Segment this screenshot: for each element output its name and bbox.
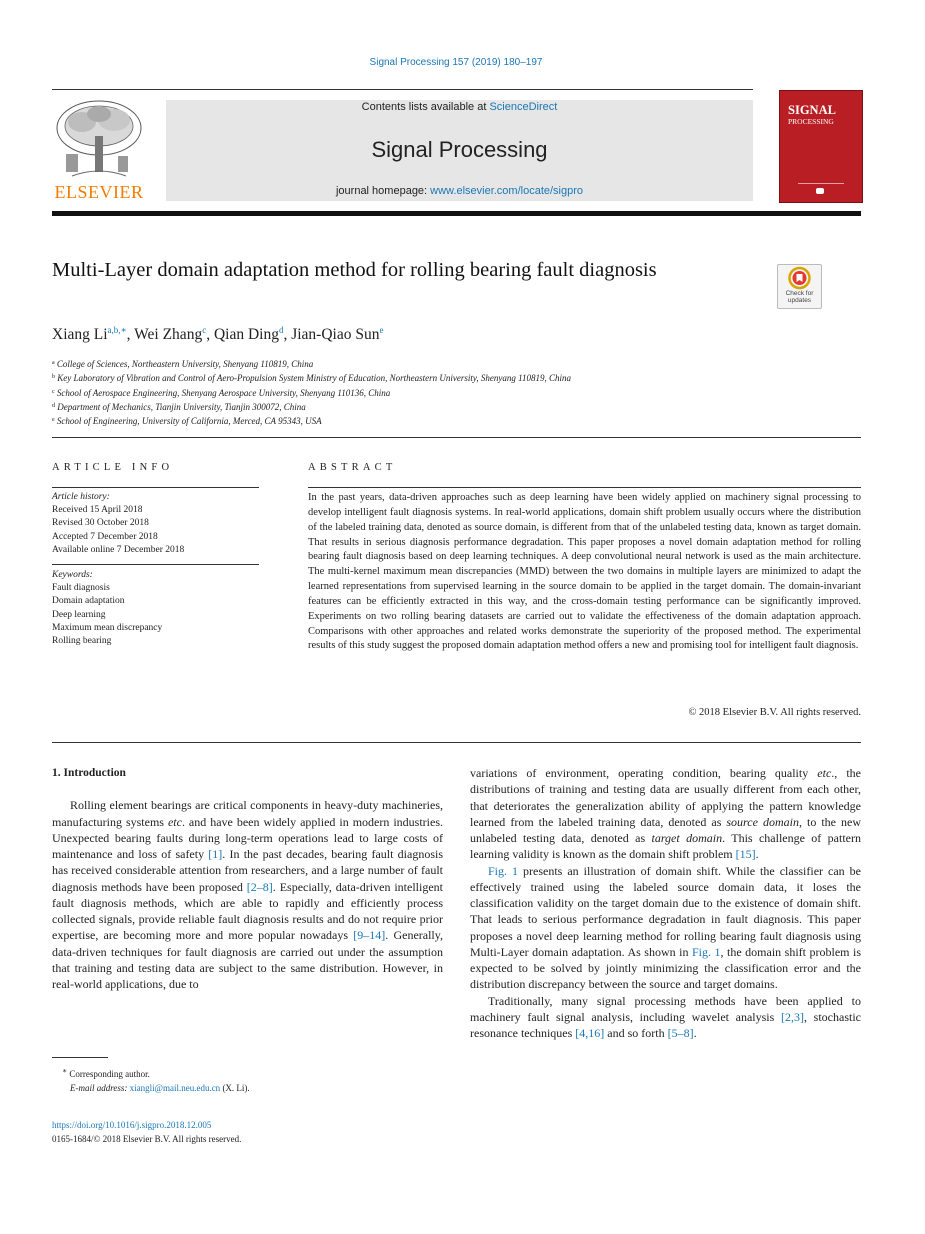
contents-line bbox=[166, 101, 753, 113]
cover-logo-icon bbox=[816, 188, 824, 194]
affiliation-text: Department of Mechanics, Tianjin University, Tianjin 300072, China bbox=[57, 401, 306, 412]
keywords-label: Keywords: bbox=[52, 570, 93, 580]
body-column-left bbox=[52, 765, 443, 992]
affiliation-text: Key Laboratory of Vibration and Control of Aero-Propulsion System Ministry of Education, Northeastern University, Shenyang 110819, China bbox=[57, 373, 571, 384]
corresponding-text: Corresponding author. bbox=[69, 1069, 150, 1079]
text-run: , the domain shift problem is expected to be solved by jointly minimizing the classification error and the distribution discrepancy between the source and target domains. bbox=[470, 944, 861, 992]
abstract-text: In the past years, data-driven approaches such as deep learning have been widely applied on machinery signal processing to develop intelligent fault diagnosis systems. In real-world applications, domain shift problem usually occurs where the distribution of the labeled training data, denoted as source domain, is different from that of the unlabeled testing data, known as target domain. That results in serious diagnosis performance degradation. This paper proposes a novel domain adaptation method for rolling bearing fault diagnosis based on deep learning techniques. A deep convolutional neural network is used as the main architecture. The multi-kernel maximum mean discrepancies (MMD) between the two domains in multiple layers are minimized to adapt the learned representations from supervised learning in the source domain to be applied in the target domain. The domain-invariant features can be efficiently extracted in this way, and the cross-domain testing performance can be significantly improved. Experiments on two rolling bearing datasets are carried out to validate the effectiveness of the domain adaptation approach. Comparisons with other approaches and related works demonstrate the superiority of the proposed method. The experimental results of this study suggest the proposed domain adaptation method offers a new and promising tool for intelligent fault diagnosis. bbox=[308, 492, 861, 652]
homepage-link[interactable]: www.elsevier.com/locate/sigpro bbox=[430, 185, 584, 197]
article-info-heading: ARTICLE INFO bbox=[52, 462, 174, 473]
text-run: ., the distributions of training and testing data are usually different from each other, that deteriorates the generalization ability of applying the pattern knowledge learned from the labeled training data, denoted as bbox=[470, 766, 861, 829]
affiliation-item bbox=[52, 371, 571, 385]
keyword-item: Maximum mean discrepancy bbox=[52, 622, 163, 633]
footnote bbox=[52, 1064, 443, 1095]
affiliation-item bbox=[52, 386, 571, 400]
cover-title-line1: SIGNAL bbox=[788, 103, 836, 117]
check-updates-icon bbox=[778, 265, 821, 293]
affiliation-text: School of Aerospace Engineering, Shenyang Aerospace University, Shenyang 110136, China bbox=[56, 387, 391, 398]
article-info-rule bbox=[52, 487, 259, 488]
article-title: Multi-Layer domain adaptation method for rolling bearing fault diagnosis bbox=[52, 259, 657, 281]
affiliation-mark: e bbox=[52, 417, 55, 424]
reference-link[interactable]: [4,16] bbox=[575, 1026, 605, 1040]
journal-name[interactable]: Signal Processing bbox=[371, 137, 548, 162]
text-run-italic: source domain bbox=[726, 814, 799, 829]
section-heading: 1. Introduction bbox=[52, 767, 126, 779]
reference-link[interactable]: [2,3] bbox=[781, 1009, 804, 1024]
text-run: . bbox=[755, 847, 759, 862]
affiliation-mark: c bbox=[52, 388, 55, 395]
author-name[interactable]: Jian-Qiao Sun bbox=[291, 326, 380, 343]
contents-prefix: Contents lists available at bbox=[361, 101, 490, 113]
email-suffix: (X. Li). bbox=[220, 1083, 250, 1093]
history-item: Revised 30 October 2018 bbox=[52, 518, 149, 529]
author-separator: , bbox=[283, 326, 292, 343]
affiliation-mark: d bbox=[52, 402, 55, 409]
affiliation-mark: b bbox=[52, 374, 55, 381]
keywords-block bbox=[52, 569, 259, 648]
sciencedirect-link[interactable]: ScienceDirect bbox=[489, 101, 558, 113]
text-run: . Especially, data-driven intelligent fault diagnosis methods, which are able to rapidly and efficiently process collected signals, provide reliable fault diagnosis results and do not require prior expertise, are becoming more and more popular nowadays bbox=[52, 879, 443, 943]
cover-title-line2: PROCESSING bbox=[788, 117, 834, 126]
keyword-item: Rolling bearing bbox=[52, 636, 112, 647]
reference-link[interactable]: [9–14] bbox=[353, 928, 386, 943]
author-name[interactable]: Qian Ding bbox=[213, 326, 279, 343]
text-run: . Generally, data-driven techniques for fault diagnosis are carried out under the assumption that training and testing data are subject to the same distribution. However, in real-world applications, due to bbox=[52, 928, 443, 991]
journal-banner bbox=[166, 100, 753, 201]
text-run: presents an illustration of domain shift. While the classifier can be effectively trained using the labeled source domain data, it loses the classification validity on the target domain due to the existence of domain shift. That leads to serious performance degradation in fault diagnosis. This paper proposes a novel deep learning method for rolling bearing fault diagnosis using Multi-Layer domain adaptation. As shown in bbox=[470, 863, 861, 959]
reference-link[interactable]: [5–8] bbox=[667, 1026, 694, 1040]
affiliation-mark: a bbox=[52, 360, 55, 366]
body-column-right bbox=[470, 765, 861, 1041]
issn-line: 0165-1684/© 2018 Elsevier B.V. All rights reserved. bbox=[52, 1133, 242, 1144]
journal-citation[interactable] bbox=[0, 57, 912, 68]
history-label: Article history: bbox=[52, 492, 110, 502]
affiliation-list bbox=[52, 357, 571, 428]
doi-link[interactable]: https://doi.org/10.1016/j.sigpro.2018.12.005 bbox=[52, 1120, 212, 1130]
author-separator: , bbox=[206, 326, 214, 343]
affiliation-text: College of Sciences, Northeastern University, Shenyang 110819, China bbox=[56, 359, 314, 369]
check-badge-line2: updates bbox=[787, 296, 812, 304]
email-note bbox=[52, 1081, 443, 1095]
paragraph bbox=[470, 765, 861, 863]
email-link[interactable]: xiangli@mail.neu.edu.cn bbox=[129, 1083, 221, 1093]
abstract-copyright: © 2018 Elsevier B.V. All rights reserved. bbox=[688, 707, 861, 718]
header-thick-rule bbox=[52, 211, 861, 216]
header-rule bbox=[52, 89, 753, 90]
author-list bbox=[52, 325, 383, 344]
author-name[interactable]: Wei Zhang bbox=[134, 326, 203, 343]
text-run: , stochastic resonance techniques bbox=[470, 1009, 861, 1040]
footnote-mark: ∗ bbox=[62, 1066, 68, 1075]
text-run: . This challenge of pattern learning validity is known as the domain shift problem bbox=[470, 831, 861, 862]
text-run: . and have been widely applied in modern industries. Unexpected bearing faults during long-term operations lead to large costs of maintenance and loss of safety bbox=[52, 814, 444, 861]
email-label: E-mail address: bbox=[70, 1083, 130, 1093]
text-run: . bbox=[693, 1026, 697, 1040]
check-for-updates-button[interactable] bbox=[777, 264, 822, 309]
history-item: Received 15 April 2018 bbox=[52, 505, 143, 516]
keywords-rule bbox=[52, 564, 259, 565]
reference-link[interactable]: [15] bbox=[735, 847, 756, 862]
affiliation-item bbox=[52, 414, 571, 428]
corresponding-note bbox=[52, 1064, 443, 1081]
citation-link[interactable]: Signal Processing 157 (2019) 180–197 bbox=[369, 57, 543, 68]
affiliation-text: School of Engineering, University of California, Merced, CA 95343, USA bbox=[56, 416, 322, 427]
keyword-item: Deep learning bbox=[52, 609, 106, 620]
author-affil-sup[interactable]: d bbox=[278, 325, 284, 335]
abstract-rule bbox=[308, 487, 861, 488]
publisher-logo bbox=[52, 98, 146, 202]
footnote-rule bbox=[52, 1057, 108, 1058]
abstract-heading: ABSTRACT bbox=[308, 462, 397, 473]
text-run: variations of environment, operating condition, bearing quality bbox=[470, 766, 818, 780]
text-run: Traditionally, many signal processing methods have been applied to machinery fault signal analysis, including wavelet analysis bbox=[470, 993, 861, 1024]
figure-link[interactable]: Fig. 1 bbox=[488, 863, 519, 878]
affiliation-rule bbox=[52, 437, 861, 438]
abstract-end-rule bbox=[52, 742, 861, 743]
article-history bbox=[52, 491, 259, 557]
cover-divider bbox=[798, 183, 844, 184]
keyword-item: Fault diagnosis bbox=[52, 583, 110, 594]
text-run-italic: target domain bbox=[651, 831, 723, 845]
reference-link[interactable]: [2–8] bbox=[246, 879, 273, 894]
author-name[interactable]: Xiang Li bbox=[52, 326, 108, 343]
author-affil-sup[interactable]: e bbox=[379, 325, 384, 335]
text-run: and so forth bbox=[604, 1026, 668, 1040]
history-item: Accepted 7 December 2018 bbox=[52, 531, 158, 542]
keyword-item: Domain adaptation bbox=[52, 596, 125, 607]
paragraph bbox=[52, 797, 443, 992]
affiliation-item bbox=[52, 357, 571, 371]
doi-block bbox=[52, 1119, 241, 1146]
check-badge-line1: Check for bbox=[785, 290, 814, 297]
text-run-italic: etc bbox=[817, 766, 832, 780]
figure-link[interactable]: Fig. 1 bbox=[691, 944, 721, 959]
author-separator: , bbox=[126, 326, 135, 343]
text-run: , to the new unlabeled testing data, denoted as bbox=[470, 814, 862, 845]
text-run: . In the past decades, bearing fault diagnosis has received considerable attention from researchers, and a large number of fault diagnosis methods have been proposed bbox=[52, 847, 443, 894]
reference-link[interactable]: [1] bbox=[208, 847, 223, 861]
cover-title bbox=[788, 105, 836, 127]
author-affil-sup[interactable]: c bbox=[202, 325, 207, 335]
publisher-wordmark: ELSEVIER bbox=[54, 182, 144, 202]
text-run-italic: etc bbox=[167, 814, 182, 829]
text-run: Rolling element bearings are critical components in heavy-duty machineries, manufacturing systems bbox=[52, 798, 443, 829]
paragraph bbox=[470, 863, 861, 993]
author-affil-sup[interactable]: a,b,∗ bbox=[107, 325, 127, 335]
paragraph bbox=[470, 993, 861, 1042]
homepage-prefix: journal homepage: bbox=[335, 185, 431, 197]
journal-cover[interactable] bbox=[779, 90, 863, 203]
history-item: Available online 7 December 2018 bbox=[52, 544, 185, 555]
affiliation-item bbox=[52, 400, 571, 414]
journal-homepage bbox=[166, 185, 753, 197]
